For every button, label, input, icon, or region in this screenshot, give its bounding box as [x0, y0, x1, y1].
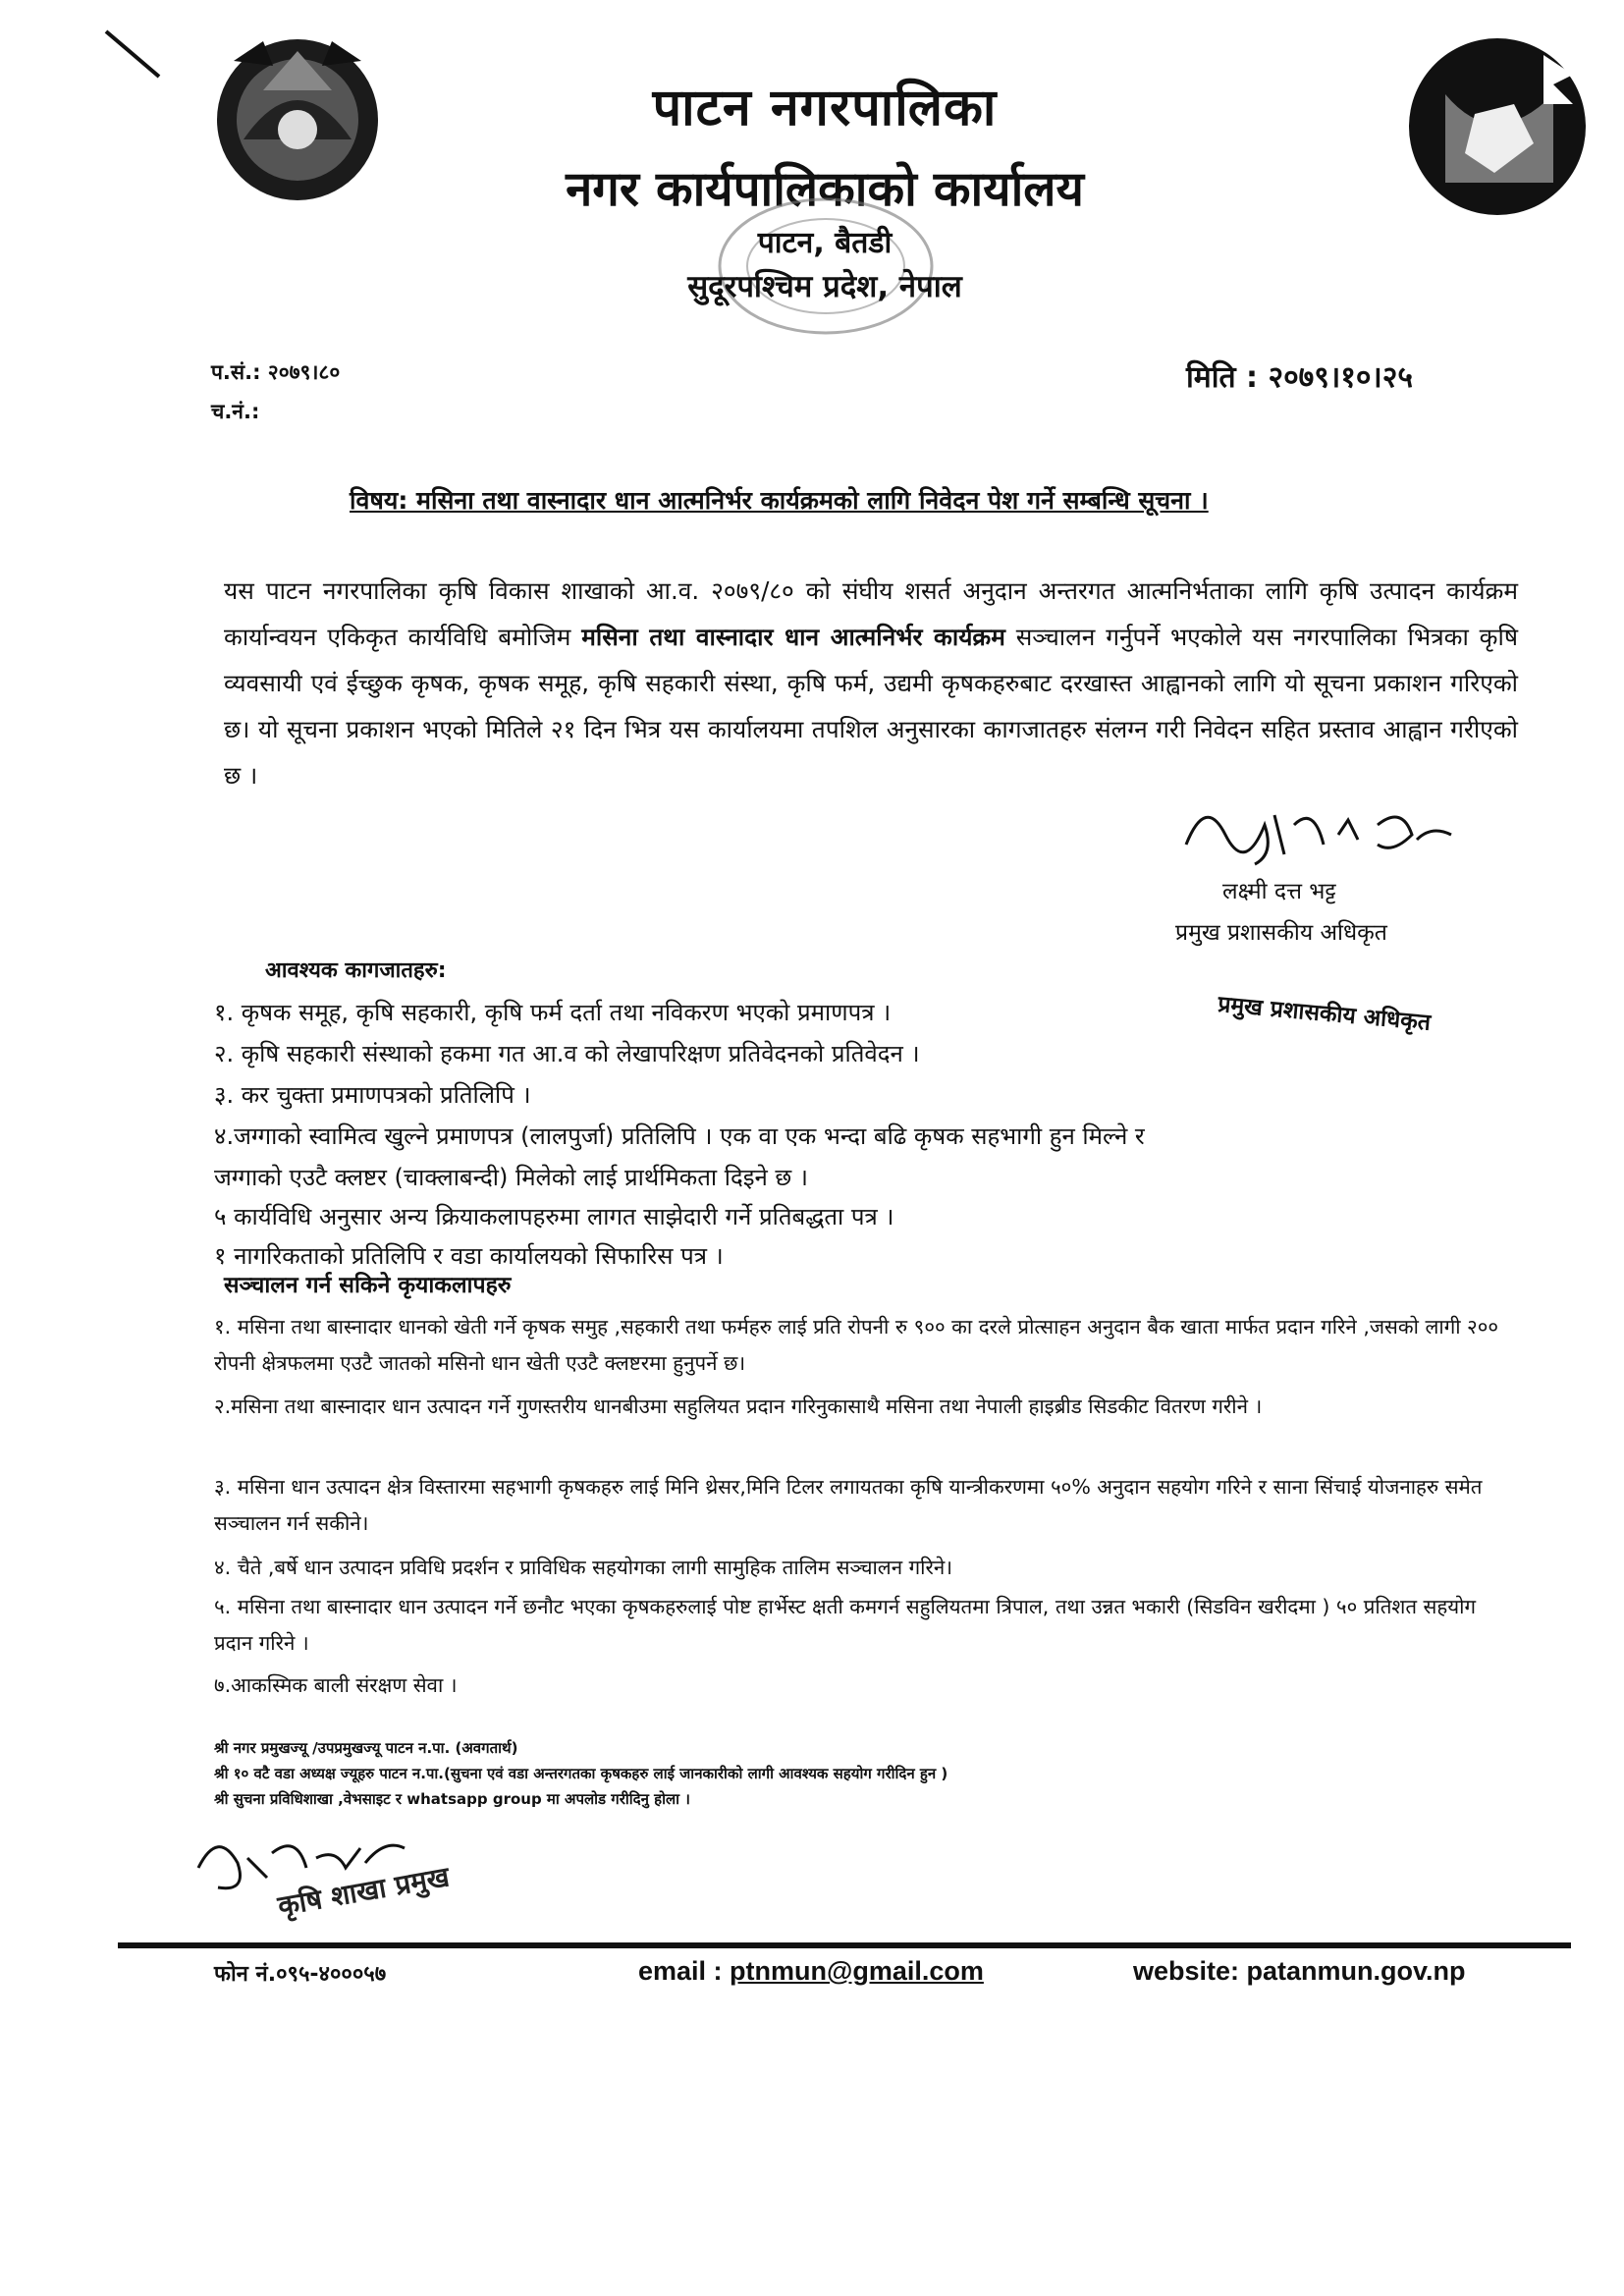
email-link[interactable]: ptnmun@gmail.com [730, 1956, 984, 1986]
email-contact [638, 1956, 984, 1987]
document-item: जग्गाको एउटै क्लष्टर (चाक्लाबन्दी) मिलेको लाई प्रार्थमिकता दिइने छ । [214, 1164, 808, 1191]
footer-divider [118, 1942, 1571, 1948]
activity-item: १. मसिना तथा बास्नादार धानको खेती गर्ने कृषक समुह ,सहकारी तथा फर्महरु लाई प्रति रोपनी रु ९०० का दरले प्रोत्साहन अनुदान बैक खाता मार्फत प्रदान गरिने ,जसको लागी २०० रोपनी क्षेत्रफलमा एउटै जातको मसिनो धान खेती एउटै क्लष्टरमा हुनुपर्ने छ। [214, 1315, 1499, 1375]
reference-number: प.सं.: २०७९।८० [211, 360, 341, 384]
website-contact [1133, 1956, 1466, 1987]
signer-title: प्रमुख प्रशासकीय अधिकृत [1175, 920, 1387, 946]
province-country: सुदूरपश्चिम प्रदेश, नेपाल [687, 269, 962, 304]
website-label: website: [1133, 1956, 1247, 1986]
body-text-part2: सञ्चालन गर्नुपर्ने भएकोले यस नगरपालिका भित्रका कृषि व्यवसायी एवं ईच्छुक कृषक, कृषक समूह, कृषि सहकारी संस्था, कृषि फर्म, उद्यमी कृषकहरुबाट दरखास्त आह्वानको लागि यो सूचना प्रकाशन गरिएको छ। यो सूचना प्रकाशन भएको मितिले २१ दिन भित्र यस कार्यालयमा तपशिल अनुसारका कागजातहरु संलग्न गरी निवेदन सहित प्रस्ताव आह्वान गरीएको छ । [224, 623, 1518, 790]
signer-name: लक्ष्मी दत्त भट्ट [1222, 879, 1336, 904]
office-location: पाटन, बैतडी [757, 226, 893, 260]
activity-item: ३. मसिना धान उत्पादन क्षेत्र विस्तारमा सहभागी कृषकहरु लाई मिनि थ्रेसर,मिनि टिलर लगायतका कृषि यान्त्रीकरणमा ५०% अनुदान सहयोग गरिने र साना सिंचाई योजनाहरु समेत सञ्चालन गर्न सकीने। [214, 1475, 1483, 1535]
body-text-part1: यस पाटन नगरपालिका कृषि विकास शाखाको आ.व. २०७९/८० को संघीय शसर्त अनुदान अन्तरगत आत्मनिर्भताका लागि कृषि उत्पादन कार्यक्रम कार्यान्वयन एकिकृत कार्यविधि बमोजिम [224, 576, 1518, 651]
title-stamp: प्रमुख प्रशासकीय अधिकृत [1217, 991, 1433, 1036]
email-label: email : [638, 1956, 731, 1986]
corner-pen-mark [102, 27, 163, 81]
activity-item: ४. चैते ,बर्षे धान उत्पादन प्रविधि प्रदर्शन र प्राविधिक सहयोगका लागी सामुहिक तालिम सञ्चालन गरिने। [214, 1556, 952, 1579]
letter-date: मिति : २०७९।१०।२५ [1186, 360, 1414, 395]
flag-map-logo-icon [1406, 35, 1589, 218]
phone-number: फोन नं.०९५-४०००५७ [214, 1962, 387, 1987]
copy-recipient: श्री सुचना प्रविधिशाखा ,वेभसाइट र whatsapp group मा अपलोड गरीदिनु होला । [214, 1790, 690, 1808]
document-item: ५ कार्यविधि अनुसार अन्य क्रियाकलापहरुमा लागत साझेदारी गर्ने प्रतिबद्धता पत्र । [214, 1203, 894, 1230]
copy-recipient: श्री १० वटै वडा अध्यक्ष ज्यूहरु पाटन न.पा.(सुचना एवं वडा अन्तरगतका कृषकहरु लाई जानकारीको लागी आवश्यक सहयोग गरीदिन हुन ) [214, 1765, 948, 1782]
activity-item: २.मसिना तथा बास्नादार धान उत्पादन गर्ने गुणस्तरीय धानबीउमा सहुलियत प्रदान गरिनुकासाथै मसिना तथा नेपाली हाइब्रीड सिडकीट वितरण गरीने । [214, 1394, 1263, 1418]
document-item: १. कृषक समूह, कृषि सहकारी, कृषि फर्म दर्ता तथा नविकरण भएको प्रमाणपत्र । [214, 999, 892, 1026]
document-item: २. कृषि सहकारी संस्थाको हकमा गत आ.व को लेखापरिक्षण प्रतिवेदनको प्रतिवेदन । [214, 1040, 920, 1067]
documents-heading: आवश्यक कागजातहरु: [265, 958, 447, 983]
activities-heading: सञ्चालन गर्न सकिने कृयाकलापहरु [224, 1273, 512, 1298]
copy-recipient: श्री नगर प्रमुखज्यू /उपप्रमुखज्यू पाटन न.पा. (अवगतार्थ) [214, 1739, 518, 1757]
document-item: १ नागरिकताको प्रतिलिपि र वडा कार्यालयको सिफारिस पत्र । [214, 1242, 724, 1270]
subject-line: विषय: मसिना तथा वास्नादार धान आत्मनिर्भर कार्यक्रमको लागि निवेदन पेश गर्ने सम्बन्धि सूचना । [350, 486, 1209, 515]
municipality-name: पाटन नगरपालिका [652, 79, 998, 137]
nepal-emblem-icon [204, 22, 391, 208]
office-name: नगर कार्यपालिकाको कार्यालय [566, 161, 1084, 217]
activity-item: ७.आकस्मिक बाली संरक्षण सेवा । [214, 1673, 458, 1697]
officer-signature [1166, 786, 1461, 884]
body-program-name: मसिना तथा वास्नादार धान आत्मनिर्भर कार्यक्रम [581, 623, 1005, 651]
document-item: ३. कर चुक्ता प्रमाणपत्रको प्रतिलिपि । [214, 1081, 531, 1109]
activity-item: ५. मसिना तथा बास्नादार धान उत्पादन गर्ने छनौट भएका कृषकहरुलाई पोष्ट हार्भेस्ट क्षती कमगर्न सहुलियतमा त्रिपाल, तथा उन्नत भकारी (सिडविन खरीदमा ) ५० प्रतिशत सहयोग प्रदान गरिने । [214, 1595, 1477, 1655]
branch-stamp: कृषि शाखा प्रमुख [275, 1860, 453, 1923]
website-link[interactable]: patanmun.gov.np [1246, 1956, 1466, 1986]
document-item: ४.जग्गाको स्वामित्व खुल्ने प्रमाणपत्र (लालपुर्जा) प्रतिलिपि । एक वा एक भन्दा बढि कृषक सहभागी हुन मिल्ने र [214, 1122, 1145, 1150]
dispatch-number: च.नं.: [211, 400, 260, 423]
body-paragraph [224, 568, 1518, 798]
